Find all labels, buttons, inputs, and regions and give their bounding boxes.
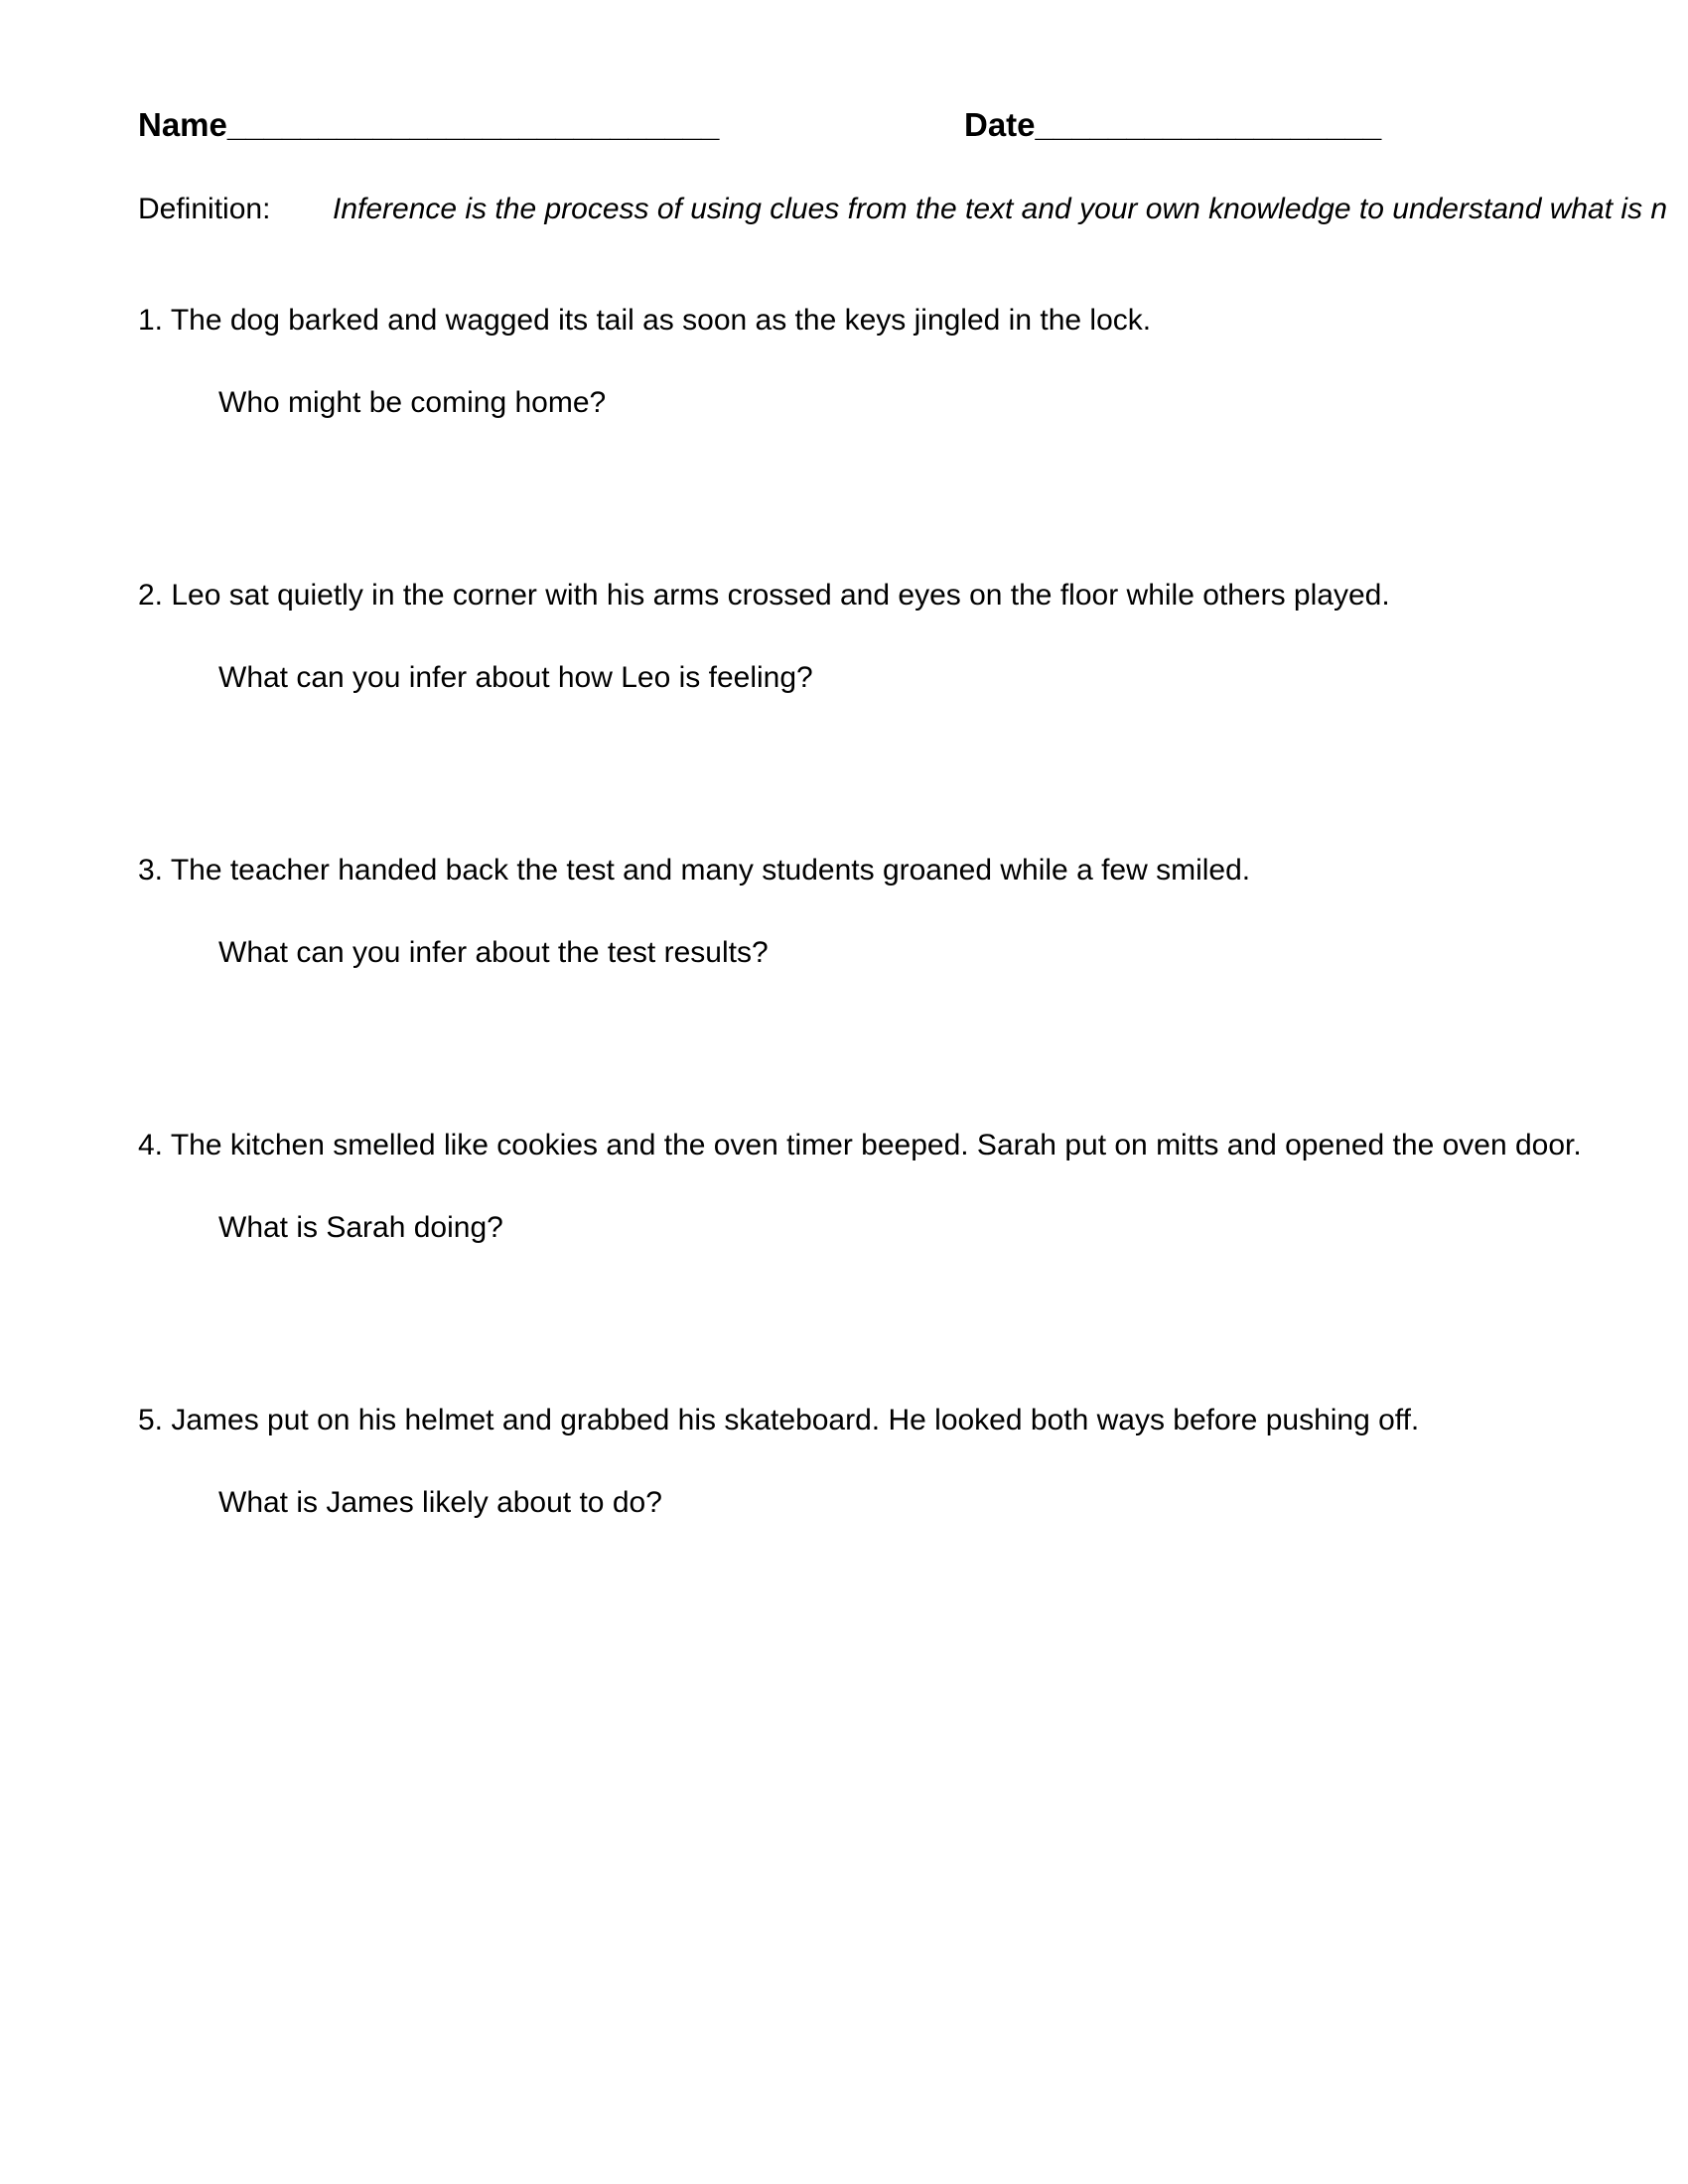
definition-text: Inference is the process of using clues from the text and your own knowledge to understand what is n: [333, 193, 1668, 225]
question-4-statement: 4. The kitchen smelled like cookies and the oven timer beeped. Sarah put on mitts and opened the oven door.: [138, 1129, 1582, 1161]
question-5-statement: 5. James put on his helmet and grabbed his skateboard. He looked both ways before pushing off.: [138, 1404, 1420, 1436]
question-3-statement: 3. The teacher handed back the test and many students groaned while a few smiled.: [138, 854, 1251, 887]
question-3-prompt: What can you infer about the test results?: [218, 936, 769, 969]
definition-label: Definition:: [138, 193, 271, 225]
question-4-prompt: What is Sarah doing?: [218, 1211, 503, 1244]
question-1-statement: 1. The dog barked and wagged its tail as soon as the keys jingled in the lock.: [138, 304, 1152, 337]
question-1-prompt: Who might be coming home?: [218, 386, 607, 419]
question-5-prompt: What is James likely about to do?: [218, 1486, 662, 1519]
date-field[interactable]: Date___________________: [964, 106, 1382, 143]
name-field[interactable]: Name___________________________: [138, 106, 720, 143]
question-2-statement: 2. Leo sat quietly in the corner with his arms crossed and eyes on the floor while others played.: [138, 579, 1390, 612]
question-2-prompt: What can you infer about how Leo is feeling?: [218, 661, 813, 694]
